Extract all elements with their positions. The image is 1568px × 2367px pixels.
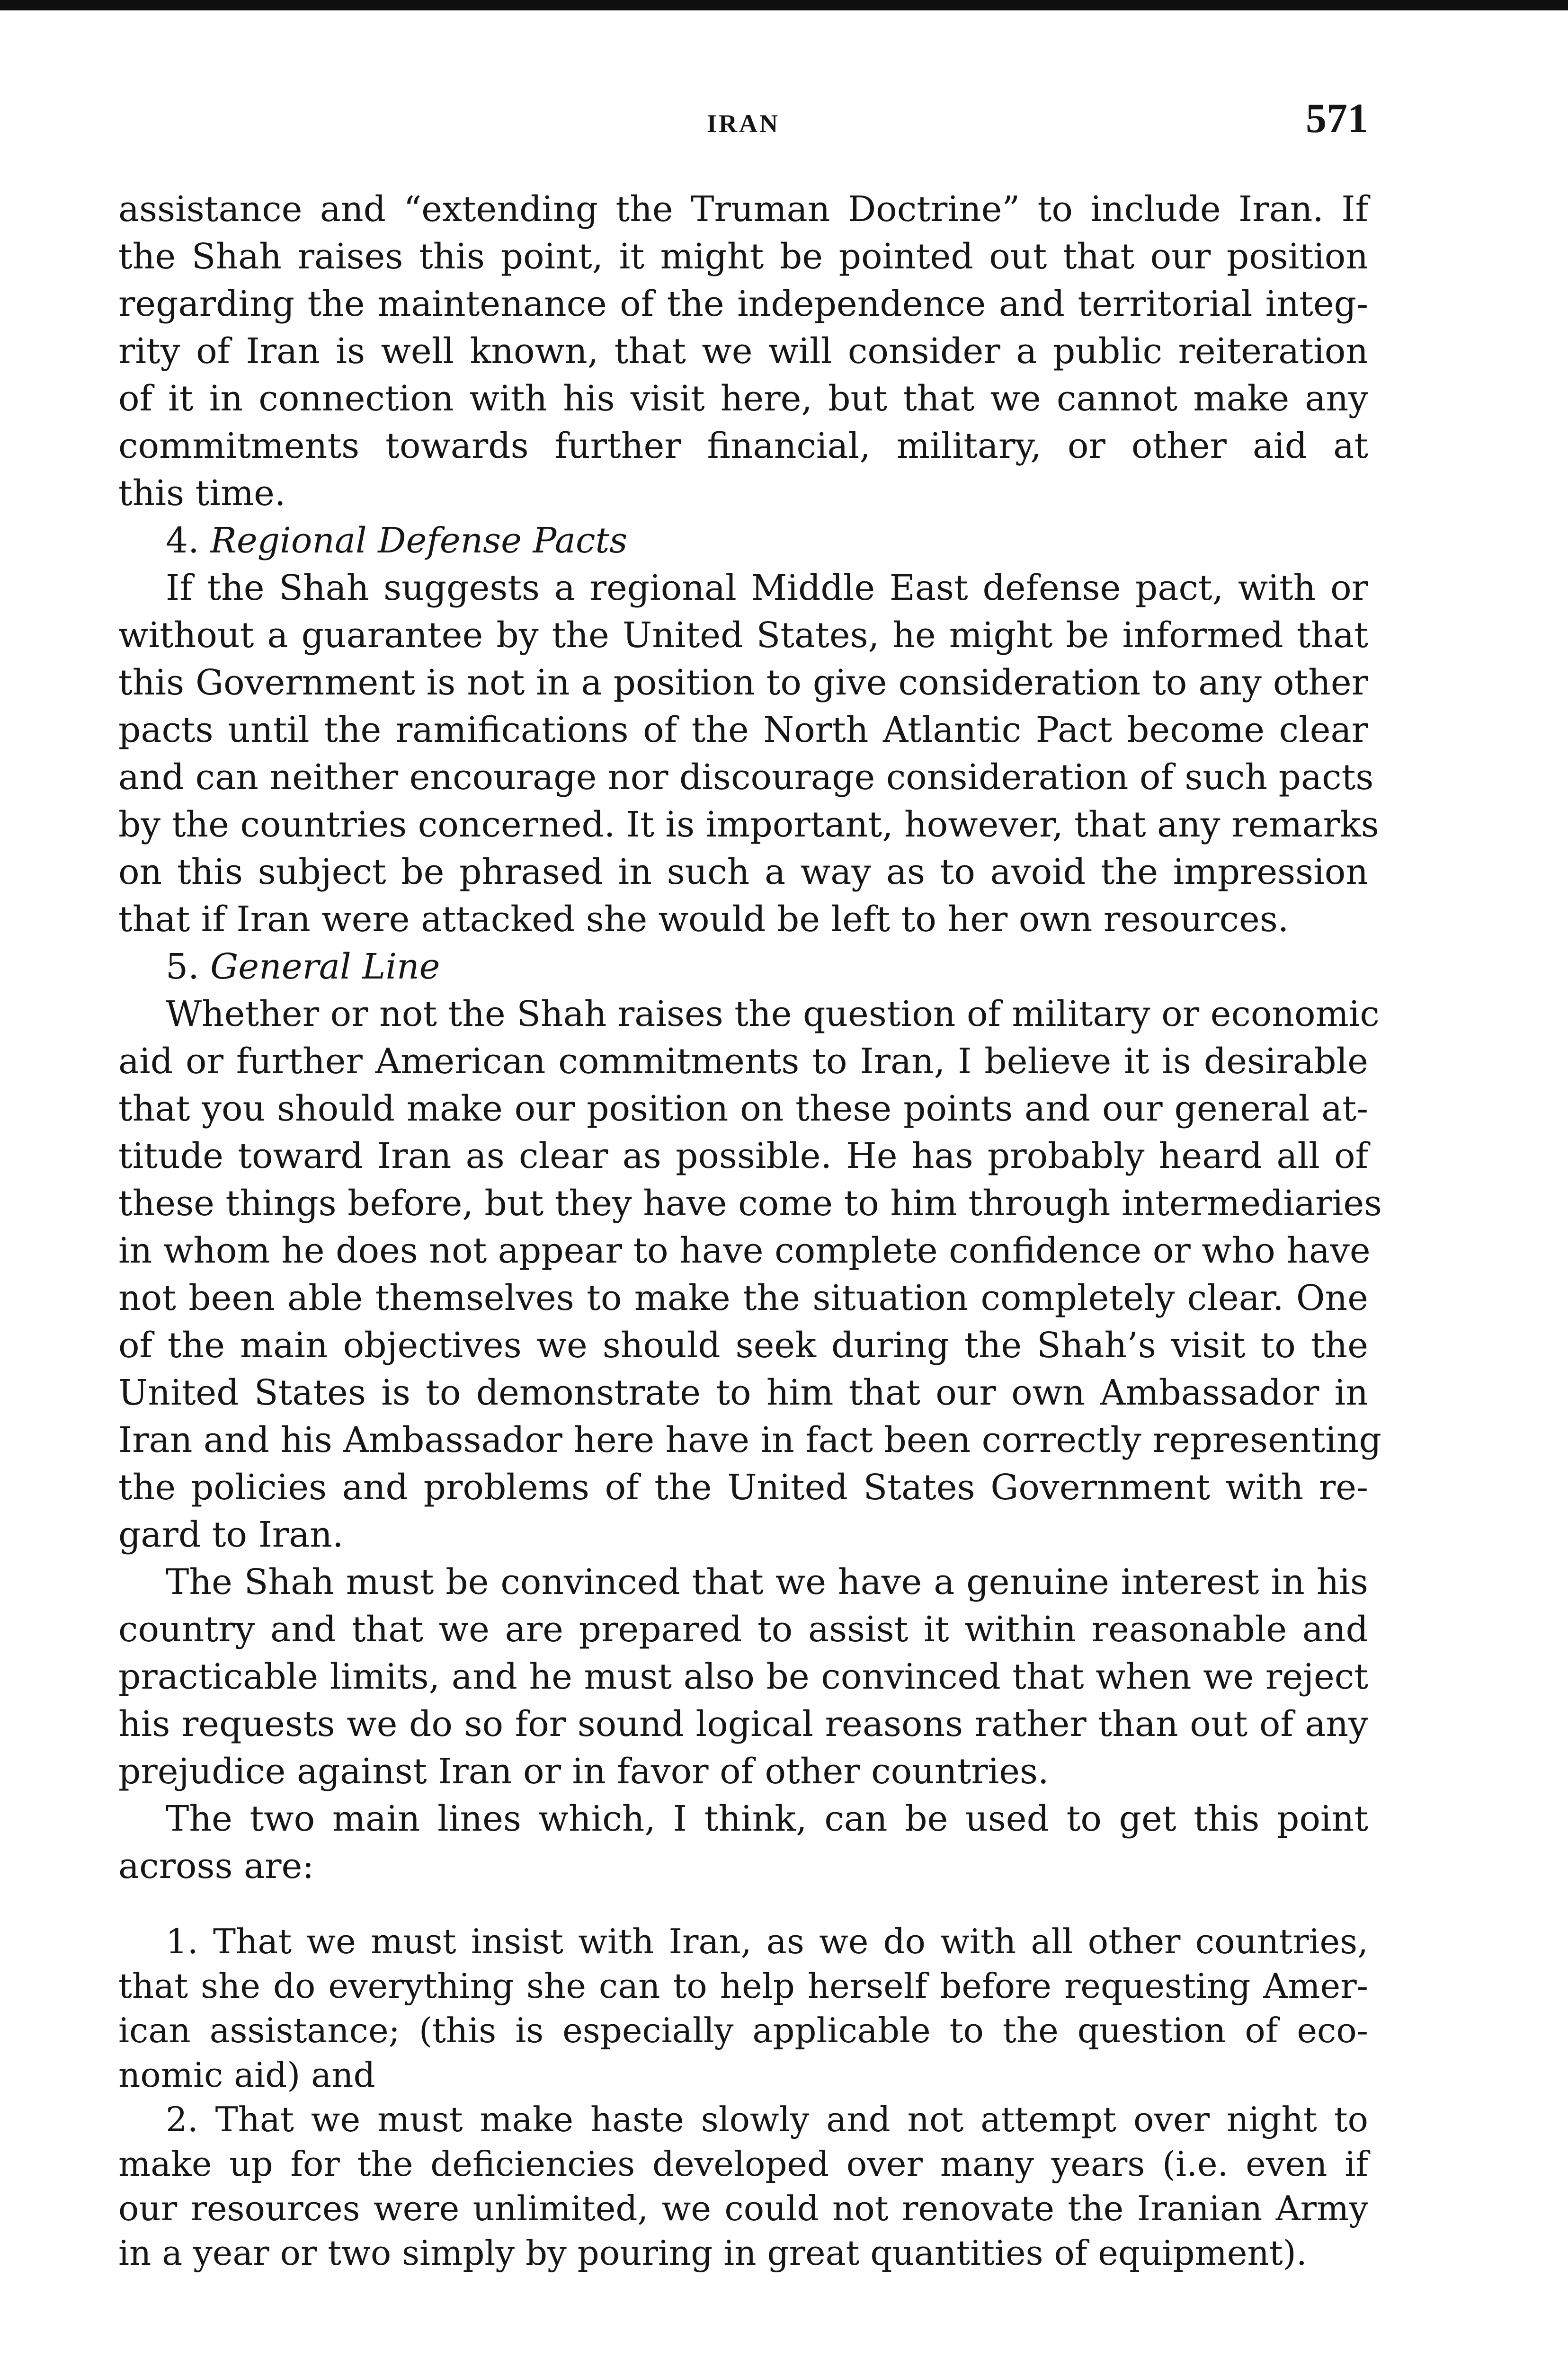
text-line: the Shah raises this point, it might be pointed out that our position <box>118 236 1368 277</box>
text-line: assistance and “extending the Truman Doctrine” to include Iran. If <box>118 189 1368 230</box>
text-line: that if Iran were attacked she would be left to her own resources. <box>118 899 1289 940</box>
section-title: General Line <box>210 946 440 987</box>
paragraph-intro <box>118 186 1368 517</box>
text-line: and can neither encourage nor discourage consideration of such pacts <box>118 757 1374 798</box>
section-heading-general-line <box>118 943 1368 990</box>
text-line: by the countries concerned. It is important, however, that any remarks <box>118 804 1379 845</box>
list-item-line: make up for the deficiencies developed over many years (i.e. even if <box>118 2144 1368 2184</box>
running-head-title: IRAN <box>706 109 780 138</box>
text-line: these things before, but they have come to him through intermediaries <box>118 1183 1382 1224</box>
text-line: this Government is not in a position to give consideration to any other <box>118 662 1368 703</box>
section-number: 4. <box>166 520 199 561</box>
running-header <box>118 90 1368 142</box>
text-line: country and that we are prepared to assist it within reasonable and <box>118 1609 1368 1650</box>
list-item-line: 1. That we must insist with Iran, as we do with all other countries, <box>166 1922 1368 1961</box>
text-line: this time. <box>118 473 286 514</box>
text-line: practicable limits, and he must also be convinced that when we reject <box>118 1656 1368 1697</box>
text-line: Whether or not the Shah raises the question of military or economic <box>166 994 1380 1034</box>
list-item-line: that she do everything she can to help herself before requesting Amer- <box>118 1966 1368 2006</box>
paragraph-general-line-3 <box>118 1795 1368 1890</box>
section-heading-regional-defense-pacts <box>118 517 1368 564</box>
text-line: of the main objectives we should seek during the Shah’s visit to the <box>118 1325 1368 1366</box>
list-item-line: our resources were unlimited, we could not renovate the Iranian Army <box>118 2189 1368 2228</box>
text-line: across are: <box>118 1846 314 1886</box>
text-line: the policies and problems of the United States Government with re- <box>118 1467 1368 1508</box>
numbered-list <box>118 1919 1368 2275</box>
text-line: that you should make our position on these points and our general at- <box>118 1088 1368 1129</box>
text-line: commitments towards further financial, military, or other aid at <box>118 426 1368 466</box>
paragraph-general-line-2 <box>118 1558 1368 1795</box>
text-line: The Shah must be convinced that we have a genuine interest in his <box>166 1562 1368 1602</box>
text-line: on this subject be phrased in such a way as to avoid the impression <box>118 852 1368 892</box>
page-number: 571 <box>1306 96 1368 142</box>
text-line: gard to Iran. <box>118 1514 344 1555</box>
text-line: If the Shah suggests a regional Middle East defense pact, with or <box>166 568 1368 608</box>
text-line: titude toward Iran as clear as possible. He has probably heard all of <box>118 1136 1368 1176</box>
text-line: without a guarantee by the United States, he might be informed that <box>118 615 1368 656</box>
list-item-line: in a year or two simply by pouring in great quantities of equipment). <box>118 2233 1307 2273</box>
text-line: The two main lines which, I think, can be used to get this point <box>166 1798 1368 1839</box>
text-line: United States is to demonstrate to him that our own Ambassador in <box>118 1372 1368 1413</box>
text-line: pacts until the ramifications of the North Atlantic Pact become clear <box>118 710 1368 750</box>
paragraph-regional-defense <box>118 564 1379 943</box>
text-line: his requests we do so for sound logical reasons rather than out of any <box>118 1704 1368 1744</box>
section-title: Regional Defense Pacts <box>210 520 628 561</box>
section-number: 5. <box>166 946 199 987</box>
text-line: in whom he does not appear to have complete confidence or who have <box>118 1230 1371 1271</box>
text-line: rity of Iran is well known, that we will consider a public reiteration <box>118 331 1368 372</box>
list-item-line: 2. That we must make haste slowly and not attempt over night to <box>166 2100 1368 2139</box>
text-line: not been able themselves to make the situation completely clear. One <box>118 1278 1368 1318</box>
text-line: Iran and his Ambassador here have in fact been correctly representing <box>118 1420 1381 1460</box>
list-item-line: nomic aid) and <box>118 2055 375 2095</box>
text-line: aid or further American commitments to Iran, I believe it is desirable <box>118 1041 1368 1082</box>
text-line: regarding the maintenance of the independence and territorial integ- <box>118 284 1368 324</box>
text-line: of it in connection with his visit here, but that we cannot make any <box>118 378 1368 419</box>
body-text <box>118 186 1382 2275</box>
text-line: prejudice against Iran or in favor of other countries. <box>118 1751 1049 1792</box>
document-page <box>118 0 1382 2367</box>
paragraph-general-line-1 <box>118 990 1382 1558</box>
list-item-line: ican assistance; (this is especially applicable to the question of eco- <box>118 2011 1368 2050</box>
